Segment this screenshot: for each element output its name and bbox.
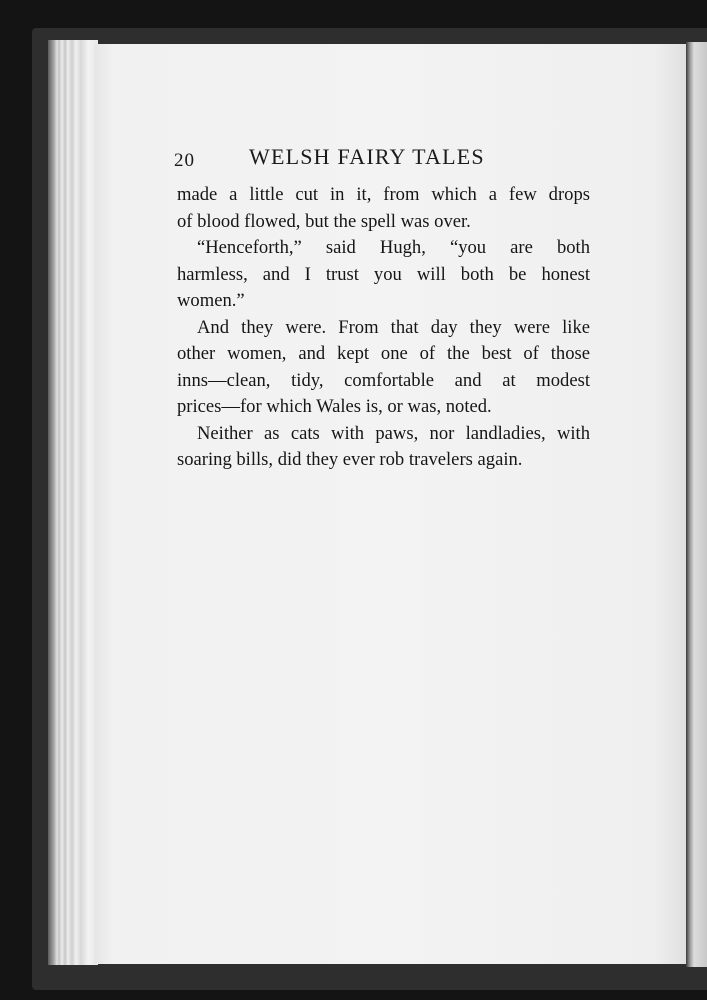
text-line: “Henceforth,” said Hugh, “you are both [197,237,590,258]
page-stack-edge [48,40,98,965]
text-line: of blood flowed, but the spell was over. [177,210,471,232]
facing-page-edge [686,42,707,967]
text-line: other women, and kept one of the best of those [177,343,590,364]
text-line: prices—for which Wales is, or was, noted. [177,396,492,417]
paragraph [177,235,590,315]
text-line: And they were. From that day they were like [197,316,590,338]
paragraph [177,315,590,421]
text-line: harmless, and I trust you will both be honest [177,263,590,285]
paragraph [177,421,590,474]
text-line: inns—clean, tidy, comfortable and at modest [177,369,590,391]
page-number: 20 [174,150,195,171]
paragraph [177,182,590,235]
running-head: WELSH FAIRY TALES [249,144,485,169]
text-line: soaring bills, did they ever rob travelers again. [177,449,523,470]
page-header [174,140,592,174]
text-line: made a little cut in it, from which a few drops [177,184,590,205]
body-text [177,182,590,474]
text-line: women.” [177,290,245,311]
text-line: Neither as cats with paws, nor landladies, with [197,422,590,444]
